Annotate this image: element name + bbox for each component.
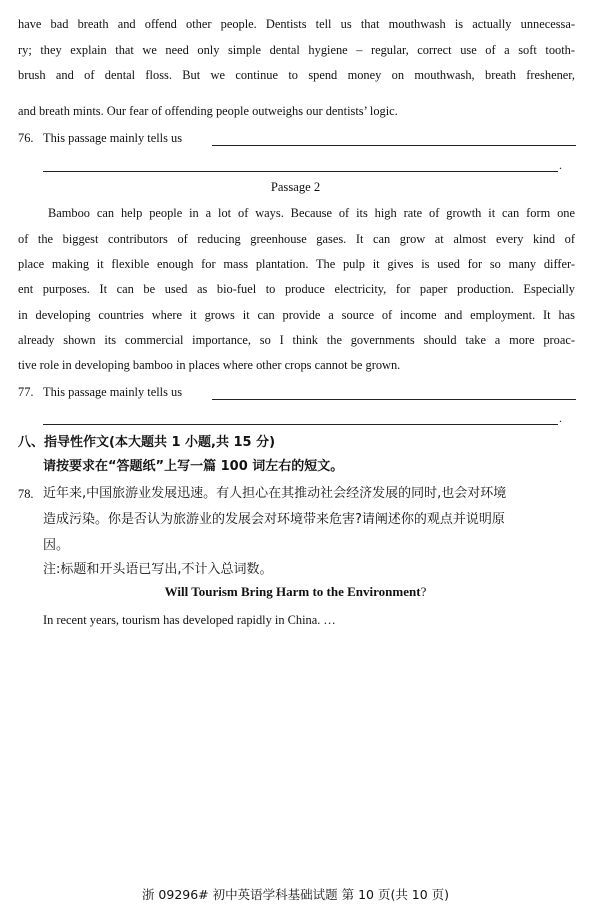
passage2-line-7: tive role in developing bamboo in places where other crops cannot be grown. bbox=[18, 358, 401, 372]
q76-prompt: This passage mainly tells us bbox=[43, 131, 183, 145]
essay-title bbox=[0, 584, 591, 600]
passage2-line-2: of the biggest contributors of reducing greenhouse gases. It can grow at almost every kind of bbox=[18, 232, 575, 246]
passage1-line-3: brush and of dental floss. But we continue to spend money on mouthwash, breath freshener, bbox=[18, 68, 575, 82]
passage2-line-4: ent purposes. It can be used as bio-fuel to produce electricity, for paper production. Especially bbox=[18, 282, 575, 296]
passage1-line-4: and breath mints. Our fear of offending people outweighs our dentists’ logic. bbox=[18, 104, 398, 118]
passage2-line-1: Bamboo can help people in a lot of ways. Because of its high rate of growth it can form one bbox=[48, 206, 575, 220]
q76-period: . bbox=[559, 158, 562, 172]
q77-answer-line-1[interactable] bbox=[212, 399, 576, 400]
q76-answer-line-2[interactable] bbox=[43, 171, 558, 172]
passage2-line-3: place making it flexible enough for mass plantation. The pulp it gives is used for so many differ- bbox=[18, 257, 575, 271]
q78-prompt-line-1: 近年来,中国旅游业发展迅速。有人担心在其推动社会经济发展的同时,也会对环境 bbox=[43, 486, 507, 501]
q77-number: 77. bbox=[18, 385, 34, 399]
passage2-line-6: already shown its commercial importance, so I think the governments should take a more proac- bbox=[18, 333, 575, 347]
q78-prompt-line-2: 造成污染。你是否认为旅游业的发展会对环境带来危害?请阐述你的观点并说明原 bbox=[43, 512, 505, 527]
q78-note: 注:标题和开头语已写出,不计入总词数。 bbox=[43, 562, 273, 577]
q76-answer-line-1[interactable] bbox=[212, 145, 576, 146]
essay-opening: In recent years, tourism has developed rapidly in China. … bbox=[43, 613, 336, 627]
q78-prompt-line-3: 因。 bbox=[43, 538, 70, 553]
passage2-title: Passage 2 bbox=[270, 180, 321, 194]
essay-title-mark: ? bbox=[420, 584, 427, 599]
passage1-line-1: have bad breath and offend other people. Dentists tell us that mouthwash is actually unnecessa- bbox=[18, 17, 575, 31]
q78-number: 78. bbox=[18, 487, 34, 501]
section8-instruction: 请按要求在“答题纸”上写一篇 100 词左右的短文。 bbox=[43, 459, 344, 474]
q77-answer-line-2[interactable] bbox=[43, 424, 558, 425]
q77-period: . bbox=[559, 411, 562, 425]
q76-number: 76. bbox=[18, 131, 34, 145]
passage1-line-2: ry; they explain that we need only simple dental hygiene – regular, correct use of a soft tooth- bbox=[18, 43, 575, 57]
passage2-line-5: in developing countries where it grows it can provide a source of income and employment. It has bbox=[18, 308, 575, 322]
page-footer: 浙 09296# 初中英语学科基础试题 第 10 页(共 10 页) bbox=[141, 887, 450, 902]
section8-heading: 八、指导性作文(本大题共 1 小题,共 15 分) bbox=[18, 435, 276, 450]
essay-title-text: Will Tourism Bring Harm to the Environment bbox=[164, 584, 421, 599]
q77-prompt: This passage mainly tells us bbox=[43, 385, 183, 399]
